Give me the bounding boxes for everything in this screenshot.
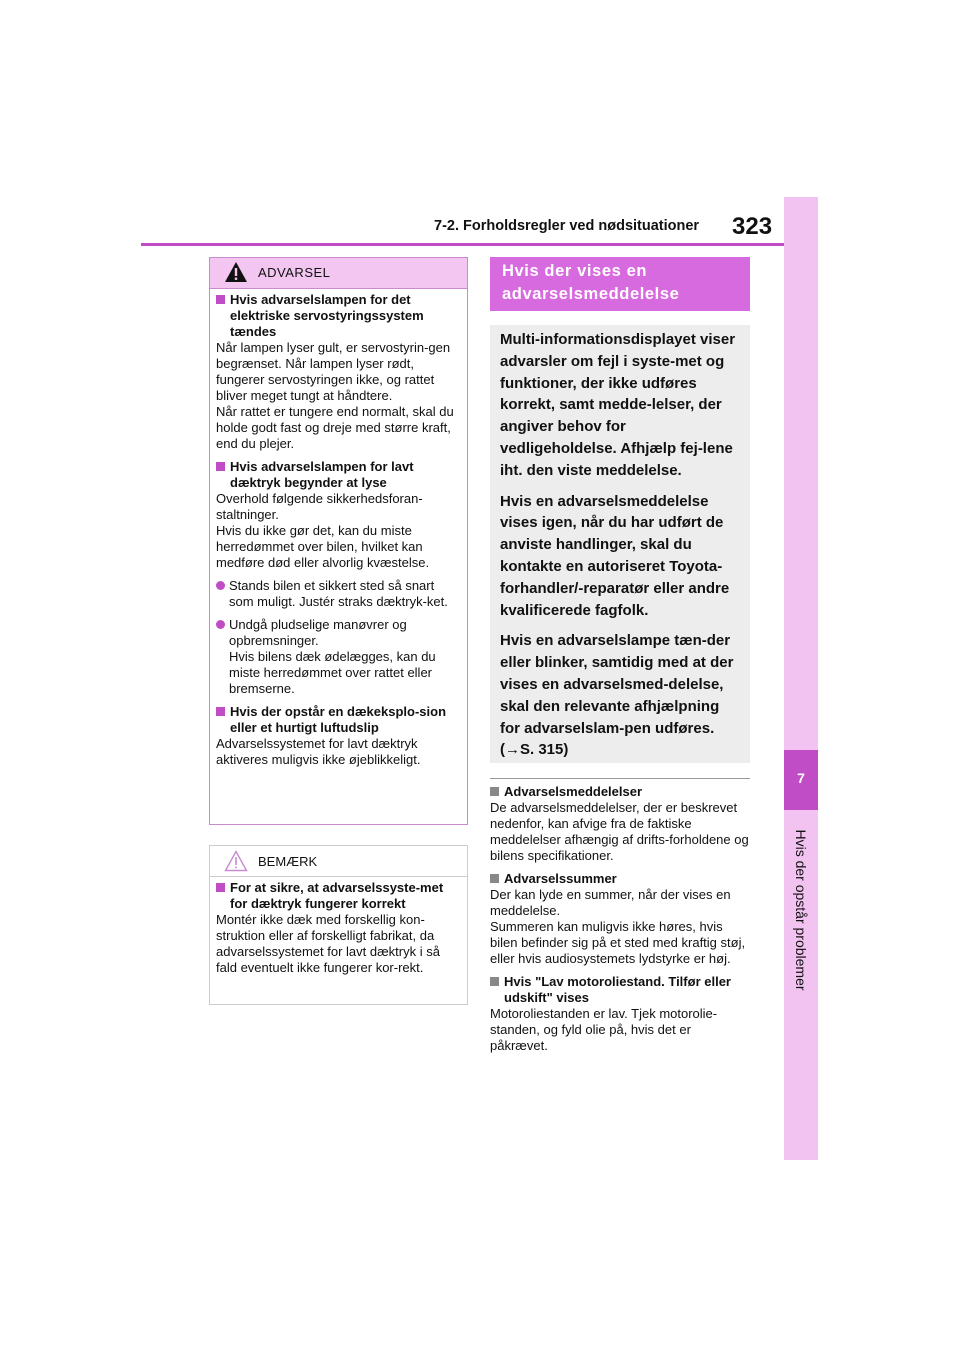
notice-triangle-icon [224,850,248,872]
square-bullet-icon [490,787,499,796]
warning-item [216,292,461,452]
list-item-title: Advarselssummer [504,871,617,886]
warning-header [210,258,467,289]
info-paragraph: Hvis en advarselsmeddelelse vises igen, når du har udført de anviste handlinger, skal du kontakte en autoriseret Toyota-forhandler/-reparatør eller andre kvalificerede fagfolk. [500,492,730,619]
warning-item [216,704,461,768]
warning-item-title: Hvis advarselslampen for lavt dæktryk begynder at lyse [230,459,414,490]
divider [490,778,750,779]
round-bullet-icon [216,581,225,590]
warning-bullet-text: Stands bilen et sikkert sted så snart som muligt. Justér straks dæktryk-ket. [229,578,448,609]
chapter-number: 7 [797,770,805,786]
warning-box [209,257,468,825]
warning-item-text: Når lampen lyser gult, er servostyrin-gen begrænset. Når lampen lyser rødt, fungerer servostyringen ikke, og rattet bliver meget tungt at håndtere. Når rattet er tungere end normalt, skal du holde godt fast og dreje med større kraft, end du plejer. [216,340,454,451]
header-rule [141,243,784,246]
square-bullet-icon [490,977,499,986]
list-item-title: Advarselsmeddelelser [504,784,643,799]
list-item-title: Hvis "Lav motoroliestand. Tilfør eller udskift" vises [504,974,731,1005]
warning-item-text: Advarselssystemet for lavt dæktryk aktiveres muligvis ikke øjeblikkeligt. [216,736,421,767]
info-paragraph: Multi-informationsdisplayet viser advarsler om fejl i syste-met og funktioner, der ikke udføres korrekt, samt medde-lelser, der angiver behov for vedligeholdelse. Afhjælp fej-lene iht. den viste meddelelse. [500,331,736,479]
square-bullet-icon [216,707,225,716]
note-label: BEMÆRK [258,854,318,869]
warning-item-title: Hvis advarselslampen for det elektriske servostyringssystem tændes [230,292,424,339]
warning-bullet [216,578,461,610]
warning-item [216,459,461,571]
warning-bullet [216,617,461,697]
warning-item-title: Hvis der opstår en dækeksplo-sion eller et hurtigt luftudslip [230,704,447,735]
note-item [216,880,461,976]
message-list [490,784,752,1061]
note-item-title: For at sikre, at advarselssyste-met for dæktryk fungerer korrekt [230,880,444,911]
square-bullet-icon [216,295,225,304]
note-header [210,846,467,877]
note-item-text: Montér ikke dæk med forskellig kon-struktion eller af forskelligt fabrikat, da advarselssystemet for lavt dæktryk i så fald eventuelt ikke fungerer kor-rekt. [216,912,440,975]
round-bullet-icon [216,620,225,629]
list-item-text: De advarselsmeddelelser, der er beskrevet nedenfor, kan afvige fra de faktiske meddelelser afhængig af drifts-forholdene og bilens specifikationer. [490,800,749,863]
chapter-side-tab[interactable] [784,197,818,1160]
warning-label: ADVARSEL [258,265,331,280]
section-title: 7-2. Forholdsregler ved nødsituationer [434,218,700,234]
list-item [490,784,752,864]
info-box [490,325,750,763]
square-bullet-icon [490,874,499,883]
info-paragraph: Hvis en advarselslampe tæn-der eller blinker, samtidig med at der vises en advarselsmed-delelse, skal den relevante afhjælpning for advarselslam-pen udføres. (→S. 315) [500,632,734,759]
list-item-text: Der kan lyde en summer, når der vises en meddelelse. Summeren kan muligvis ikke høres, hvis bilen befinder sig på et sted med kraftig støj, eller hvis audiosystemets lydstyrke er høj. [490,887,746,966]
page-number: 323 [732,213,773,240]
warning-triangle-icon [224,261,248,283]
square-bullet-icon [216,883,225,892]
list-item [490,871,752,967]
note-box [209,845,468,1005]
section-heading: Hvis der vises en advarselsmeddelelse [490,257,750,311]
square-bullet-icon [216,462,225,471]
list-item-text: Motoroliestanden er lav. Tjek motorolie-standen, og fyld olie på, hvis det er påkrævet. [490,1006,718,1053]
chapter-title: Hvis der opstår problemer [793,829,809,991]
warning-item-text: Overhold følgende sikkerhedsforan-staltninger. Hvis du ikke gør det, kan du miste herredømmet over bilen, hvilket kan medføre død eller alvorlig kvæstelse. [216,491,430,570]
list-item [490,974,752,1054]
warning-bullet-text: Undgå pludselige manøvrer og opbremsninger. Hvis bilens dæk ødelægges, kan du miste herredømmet over rattet eller bremserne. [229,617,436,696]
